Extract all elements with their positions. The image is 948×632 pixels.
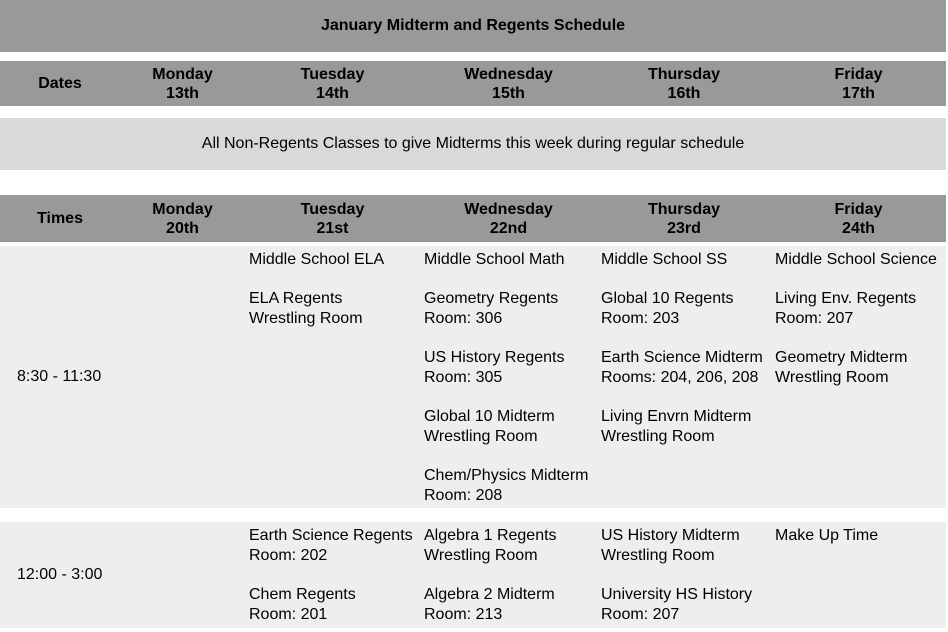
- exam-room: Room: 203: [601, 310, 680, 327]
- day-cell-tuesday: [245, 246, 420, 508]
- exam-room: Room: 207: [601, 606, 680, 623]
- exam-name: Global 10 Midterm: [424, 408, 555, 425]
- day-cell-thursday: [597, 246, 771, 508]
- day-name: Wednesday: [464, 65, 553, 83]
- day-cell-tuesday: [245, 522, 420, 628]
- day-date: 24th: [842, 219, 875, 237]
- dates-label: [0, 61, 120, 106]
- exam-room: Wrestling Room: [249, 310, 363, 327]
- exam-name: Middle School Math: [424, 251, 565, 268]
- exam-entry: [775, 348, 946, 388]
- exam-entry: [249, 585, 420, 625]
- banner-text: All Non-Regents Classes to give Midterms this week during regular schedule: [201, 135, 745, 152]
- exam-room: Wrestling Room: [775, 369, 889, 386]
- day-cell-wednesday: [420, 522, 597, 628]
- exam-room: Wrestling Room: [601, 547, 715, 564]
- exam-room: Wrestling Room: [601, 428, 715, 445]
- exam-entry: [601, 289, 771, 329]
- times-label-text: Times: [37, 210, 83, 227]
- exam-entry: [775, 289, 946, 329]
- exam-name: Geometry Regents: [424, 290, 559, 307]
- week2-day-header: [245, 195, 420, 242]
- week1-day-header: [771, 61, 946, 106]
- exam-name: Global 10 Regents: [601, 290, 734, 307]
- session-row-morning: [0, 246, 946, 508]
- session-time: [0, 246, 120, 508]
- exam-room: Room: 305: [424, 369, 503, 386]
- exam-name: Algebra 2 Midterm: [424, 586, 555, 603]
- day-name: Wednesday: [464, 200, 553, 218]
- exam-name: Chem/Physics Midterm: [424, 467, 589, 484]
- exam-room: Rooms: 204, 206, 208: [601, 369, 759, 386]
- exam-name: Living Envrn Midterm: [601, 408, 752, 425]
- session-time-text: 12:00 - 3:00: [17, 566, 103, 583]
- exam-room: Room: 207: [775, 310, 854, 327]
- exam-name: US History Midterm: [601, 527, 740, 544]
- day-date: 21st: [316, 219, 349, 237]
- week2-day-header: [597, 195, 771, 242]
- day-date: 23rd: [667, 219, 701, 237]
- exam-entry: [424, 250, 597, 270]
- exam-entry: [775, 526, 946, 546]
- exam-entry: [601, 585, 771, 625]
- exam-entry: [249, 289, 420, 329]
- week1-day-header: [420, 61, 597, 106]
- exam-room: Room: 202: [249, 547, 328, 564]
- exam-entry: [424, 407, 597, 447]
- exam-room: Wrestling Room: [424, 547, 538, 564]
- session-time-text: 8:30 - 11:30: [17, 368, 102, 385]
- day-date: 16th: [667, 84, 701, 102]
- exam-entry: [424, 348, 597, 388]
- exam-name: US History Regents: [424, 349, 565, 366]
- day-date: 13th: [166, 84, 199, 102]
- exam-entry: [424, 289, 597, 329]
- day-date: 15th: [492, 84, 525, 102]
- exam-entry: [601, 250, 771, 270]
- exam-entry: [601, 407, 771, 447]
- non-regents-banner: [0, 118, 946, 170]
- week2-day-header: [771, 195, 946, 242]
- exam-name: Algebra 1 Regents: [424, 527, 557, 544]
- day-date: 14th: [316, 84, 349, 102]
- exam-name: Middle School SS: [601, 251, 728, 268]
- exam-entry: [424, 585, 597, 625]
- exam-entry: [601, 526, 771, 566]
- week2-day-header: [120, 195, 245, 242]
- week1-day-header: [120, 61, 245, 106]
- exam-name: Make Up Time: [775, 527, 879, 544]
- day-cell-friday: [771, 246, 946, 508]
- title-text: January Midterm and Regents Schedule: [320, 17, 626, 34]
- exam-room: Wrestling Room: [424, 428, 538, 445]
- exam-name: Earth Science Midterm: [601, 349, 763, 366]
- exam-entry: [249, 250, 420, 270]
- exam-room: Room: 208: [424, 487, 503, 504]
- day-date: 20th: [166, 219, 199, 237]
- dates-label-text: Dates: [38, 75, 82, 92]
- exam-entry: [249, 526, 420, 566]
- exam-entry: [775, 250, 946, 270]
- exam-room: Room: 306: [424, 310, 503, 327]
- day-cell-thursday: [597, 522, 771, 628]
- week1-day-header: [597, 61, 771, 106]
- exam-name: Middle School Science: [775, 251, 937, 268]
- exam-room: Room: 201: [249, 606, 328, 623]
- week2-day-header: [420, 195, 597, 242]
- day-cell-monday: [120, 246, 245, 508]
- dates-header-row: [0, 61, 946, 106]
- exam-name: Geometry Midterm: [775, 349, 908, 366]
- exam-name: Chem Regents: [249, 586, 356, 603]
- day-date: 22nd: [489, 219, 528, 237]
- exam-name: ELA Regents: [249, 290, 343, 307]
- times-label: [0, 195, 120, 242]
- day-name: Tuesday: [300, 65, 365, 83]
- day-name: Monday: [152, 65, 213, 83]
- day-name: Monday: [152, 200, 213, 218]
- day-cell-wednesday: [420, 246, 597, 508]
- day-date: 17th: [842, 84, 875, 102]
- exam-name: Living Env. Regents: [775, 290, 917, 307]
- exam-name: University HS History: [601, 586, 753, 603]
- day-name: Friday: [834, 200, 883, 218]
- day-cell-monday: [120, 522, 245, 628]
- session-row-afternoon: [0, 522, 946, 628]
- exam-entry: [424, 466, 597, 506]
- exam-name: Earth Science Regents: [249, 527, 413, 544]
- exam-room: Room: 213: [424, 606, 503, 623]
- day-name: Thursday: [647, 200, 720, 218]
- exam-name: Middle School ELA: [249, 251, 385, 268]
- day-name: Friday: [834, 65, 883, 83]
- schedule-title: [0, 0, 946, 52]
- day-name: Tuesday: [300, 200, 365, 218]
- day-name: Thursday: [647, 65, 720, 83]
- day-cell-friday: [771, 522, 946, 628]
- week1-day-header: [245, 61, 420, 106]
- session-time: [0, 522, 120, 628]
- times-header-row: [0, 195, 946, 242]
- exam-entry: [601, 348, 771, 388]
- exam-entry: [424, 526, 597, 566]
